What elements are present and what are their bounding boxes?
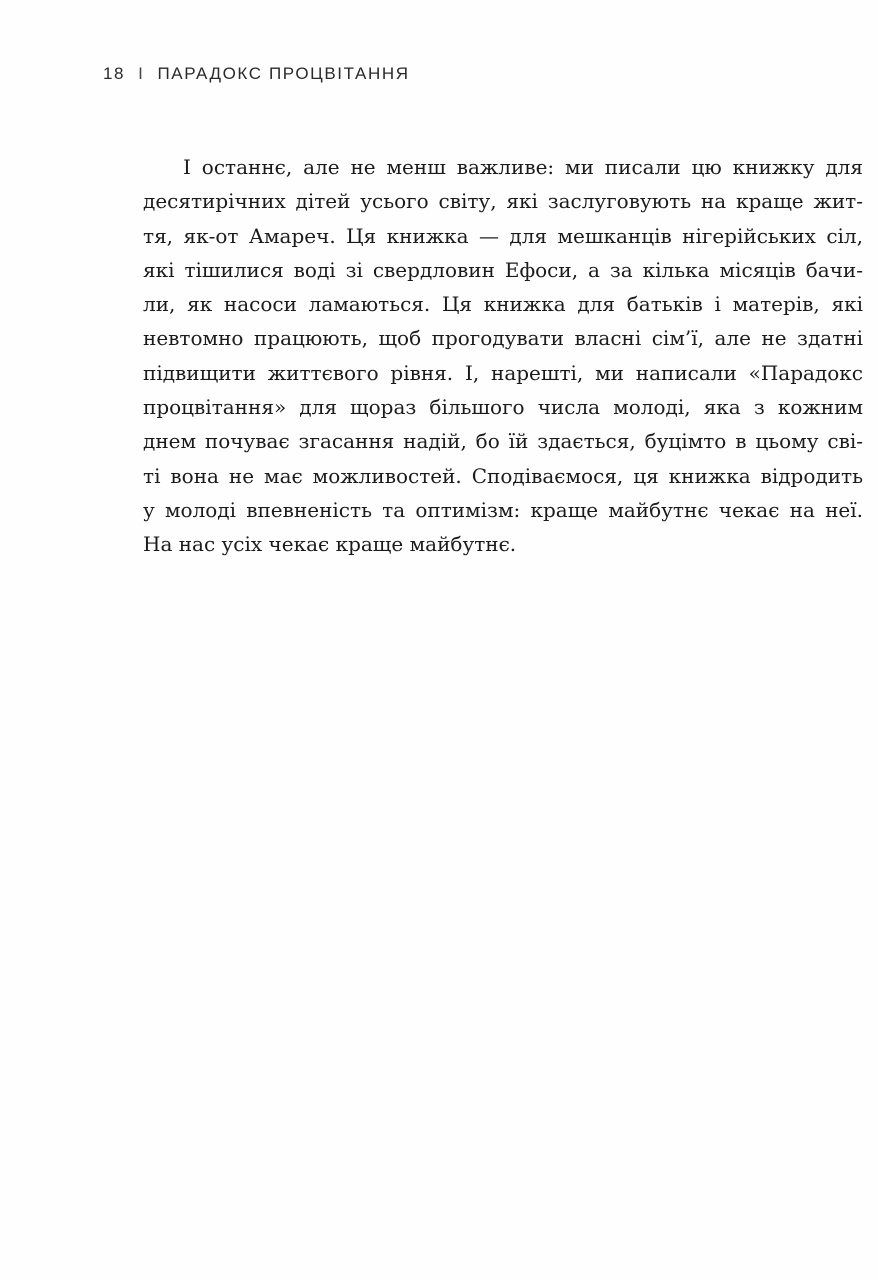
text-line: ті вона не має можливостей. Сподіваємося, ця книжка відродить bbox=[143, 463, 863, 488]
text-line: десятирічних дітей усього світу, які заслуговують на краще жит- bbox=[143, 189, 863, 214]
page-number: 18 bbox=[103, 64, 126, 83]
text-line: І останнє, але не менш важливе: ми писали цю книжку для bbox=[183, 155, 863, 179]
text-line: у молоді впевненість та оптимізм: краще майбутнє чекає на неї. bbox=[143, 497, 863, 522]
text-line: днем почуває згасання надій, бо їй здається, буцімто в цьому сві- bbox=[143, 429, 863, 454]
running-header bbox=[103, 64, 410, 84]
text-line: тя, як-от Амареч. Ця книжка — для мешканців нігерійських сіл, bbox=[143, 223, 863, 248]
text-line: процвітання» для щораз більшого числа молоді, яка з кожним bbox=[143, 395, 863, 420]
header-separator: I bbox=[138, 64, 145, 83]
text-line: невтомно працюють, щоб прогодувати власні сім’ї, але не здатні bbox=[143, 326, 863, 351]
body-paragraph bbox=[143, 150, 863, 562]
text-line: підвищити життєвого рівня. І, нарешті, ми написали «Парадокс bbox=[143, 360, 863, 385]
text-line: ли, як насоси ламаються. Ця книжка для батьків і матерів, які bbox=[143, 292, 863, 317]
text-line: На нас усіх чекає краще майбутнє. bbox=[143, 532, 517, 557]
text-line: які тішилися воді зі свердловин Ефоси, а за кілька місяців бачи- bbox=[143, 257, 863, 282]
book-title: ПАРАДОКС ПРОЦВІТАННЯ bbox=[157, 64, 410, 83]
